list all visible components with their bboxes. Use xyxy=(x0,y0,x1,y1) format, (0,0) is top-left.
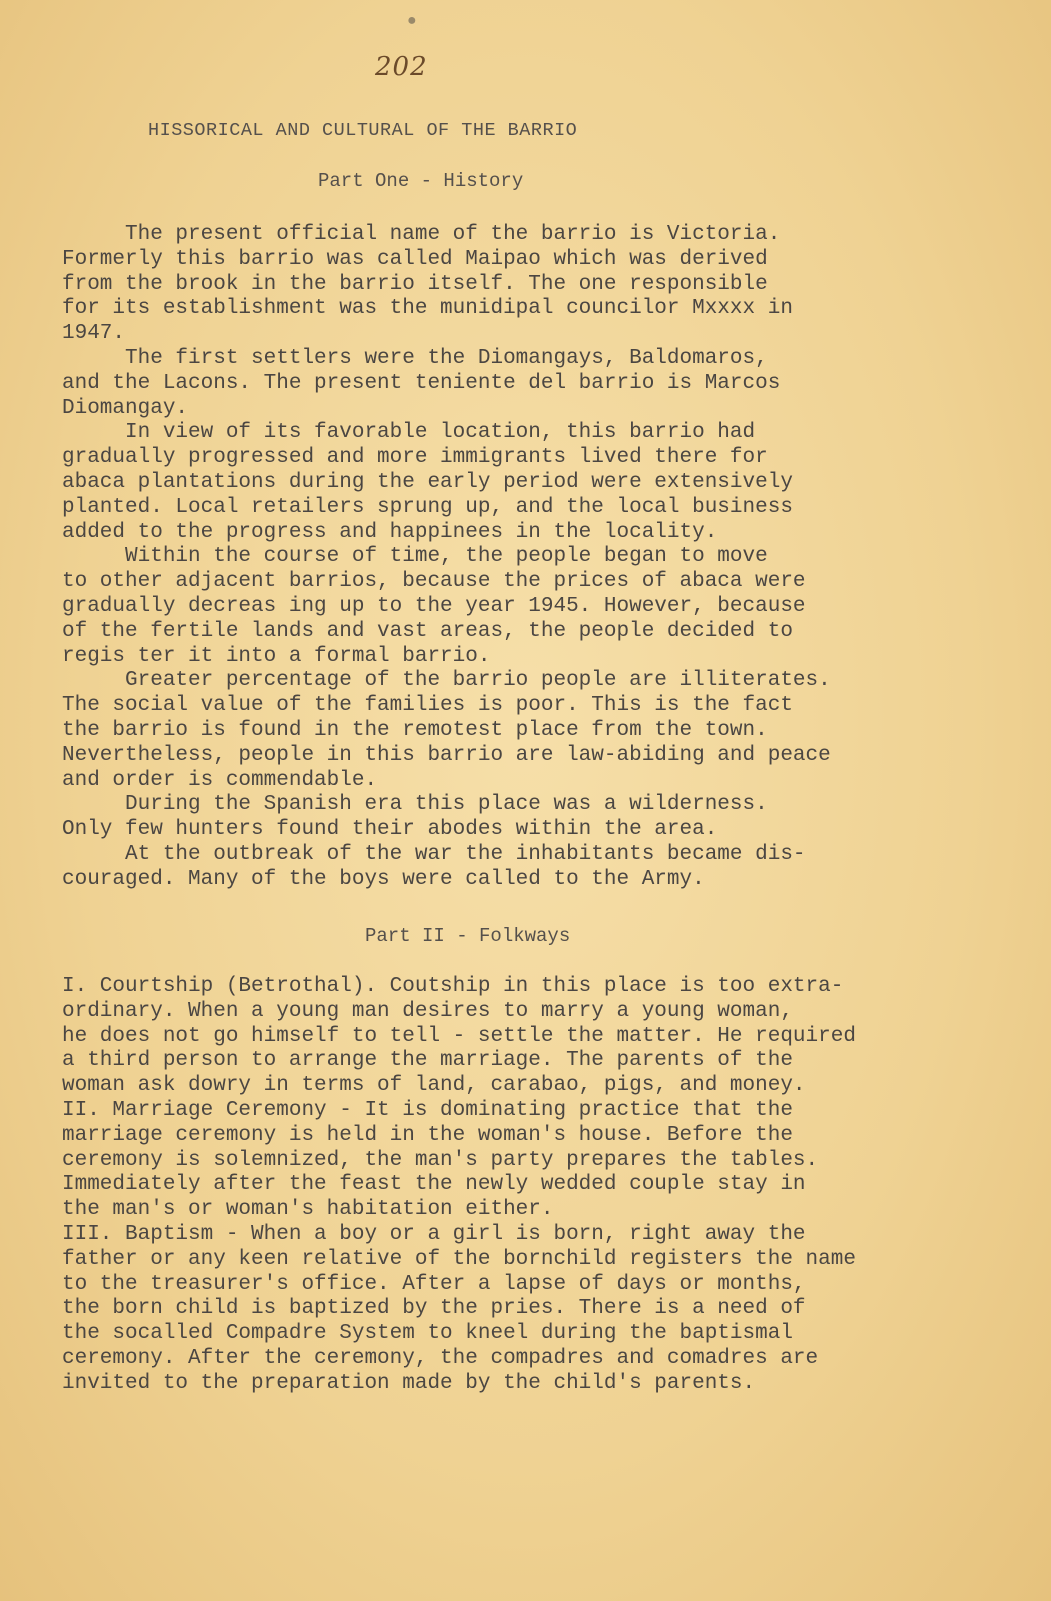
part-one-heading: Part One - History xyxy=(318,170,524,192)
document-title: HISSORICAL AND CULTURAL OF THE BARRIO xyxy=(148,120,578,141)
text-line: The present official name of the barrio is Victoria. xyxy=(62,223,781,246)
text-line: invited to the preparation made by the child's parents. xyxy=(62,1371,756,1395)
text-line: gradually decreas ing up to the year 1945. However, because xyxy=(62,594,806,618)
text-line: Diomangay. xyxy=(62,396,189,420)
text-line: of the fertile lands and vast areas, the people decided to xyxy=(62,619,793,643)
text-line: II. Marriage Ceremony - It is dominating practice that the xyxy=(62,1098,793,1122)
text-line: marriage ceremony is held in the woman's house. Before the xyxy=(62,1123,793,1147)
text-line: the socalled Compadre System to kneel during the baptismal xyxy=(62,1322,793,1346)
text-line: I. Courtship (Betrothal). Coutship in this place is too extra- xyxy=(62,975,844,998)
part-one-body xyxy=(62,223,1042,893)
text-line: The first settlers were the Diomangays, Baldomaros, xyxy=(62,346,768,370)
text-line: During the Spanish era this place was a wilderness. xyxy=(62,793,768,817)
text-line: a third person to arrange the marriage. The parents of the xyxy=(62,1049,793,1073)
text-line: to other adjacent barrios, because the prices of abaca were xyxy=(62,570,806,594)
text-line: the barrio is found in the remotest place from the town. xyxy=(62,718,768,742)
text-line: Greater percentage of the barrio people are illiterates. xyxy=(62,669,831,693)
text-line: woman ask dowry in terms of land, carabao, pigs, and money. xyxy=(62,1074,806,1098)
text-line: abaca plantations during the early period were extensively xyxy=(62,470,793,494)
page-number: 202 xyxy=(375,52,428,82)
text-line: III. Baptism - When a boy or a girl is born, right away the xyxy=(62,1222,806,1246)
text-line: regis ter it into a formal barrio. xyxy=(62,644,491,668)
text-line: from the brook in the barrio itself. The one responsible xyxy=(62,272,768,296)
text-line: the man's or woman's habitation either. xyxy=(62,1198,554,1222)
text-line: In view of its favorable location, this barrio had xyxy=(62,421,756,445)
text-line: The social value of the families is poor. This is the fact xyxy=(62,694,793,718)
text-line: ceremony. After the ceremony, the compadres and comadres are xyxy=(62,1346,819,1370)
text-line: At the outbreak of the war the inhabitants became dis- xyxy=(62,842,806,866)
text-line: Immediately after the feast the newly wedded couple stay in xyxy=(62,1173,806,1197)
text-line: Formerly this barrio was called Maipao which was derived xyxy=(62,247,768,271)
text-line: gradually progressed and more immigrants lived there for xyxy=(62,446,768,470)
part-two-heading: Part II - Folkways xyxy=(365,925,571,947)
text-line: to the treasurer's office. After a lapse of days or months, xyxy=(62,1272,806,1296)
text-line: and order is commendable. xyxy=(62,768,378,792)
text-line: and the Lacons. The present teniente del barrio is Marcos xyxy=(62,371,781,395)
text-line: 1947. xyxy=(62,322,126,346)
text-line: couraged. Many of the boys were called to the Army. xyxy=(62,867,705,891)
text-line: Only few hunters found their abodes within the area. xyxy=(62,818,718,842)
text-line: ceremony is solemnized, the man's party prepares the tables. xyxy=(62,1148,819,1172)
ink-speck: ● xyxy=(407,12,417,30)
part-two-body xyxy=(62,975,1042,1397)
text-line: Nevertheless, people in this barrio are law-abiding and peace xyxy=(62,743,831,767)
text-line: father or any keen relative of the bornchild registers the name xyxy=(62,1247,856,1271)
text-line: the born child is baptized by the pries. There is a need of xyxy=(62,1297,806,1321)
text-line: ordinary. When a young man desires to marry a young woman, xyxy=(62,999,793,1023)
text-line: he does not go himself to tell - settle the matter. He required xyxy=(62,1024,856,1048)
text-line: Within the course of time, the people began to move xyxy=(62,545,768,569)
text-line: for its establishment was the munidipal councilor Mxxxx in xyxy=(62,297,793,321)
text-line: planted. Local retailers sprung up, and the local business xyxy=(62,495,793,519)
text-line: added to the progress and happinees in the locality. xyxy=(62,520,718,544)
